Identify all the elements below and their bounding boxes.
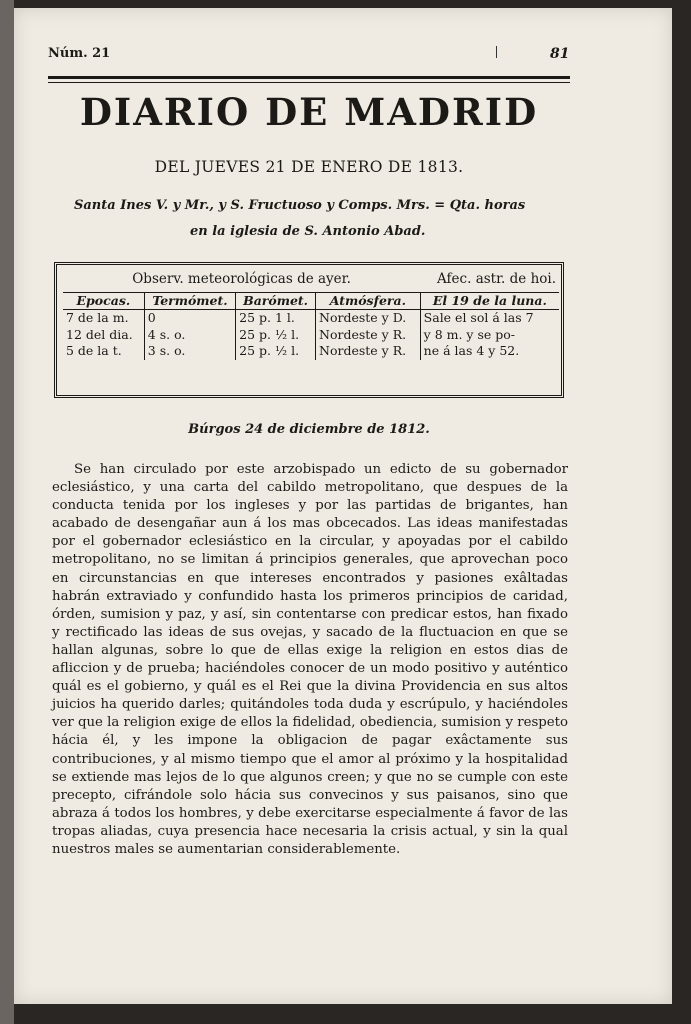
header-rule-thin <box>48 82 570 83</box>
issue-number: Núm. 21 <box>48 46 111 61</box>
col-barometro: Barómet. <box>236 292 316 310</box>
article-dateline: Búrgos 24 de diciembre de 1812. <box>188 422 430 437</box>
table-row: 5 de la t. 3 s. o. 25 p. ½ l. Nordeste y R. ne á las 4 y 52. <box>63 343 559 360</box>
issue-date: DEL JUEVES 21 DE ENERO DE 1813. <box>154 158 464 176</box>
article-paragraph: Se han circulado por este arzobispado un edicto de su gobernador eclesiástico, y una carta del cabildo metropolitano, que despues de la conducta tenida por los ingleses y por las partidas de brigantes, han acabado de desengañar aun á los mas obcecados. Las ideas manifestadas por el gobernador eclesiástico en la circular, y apoyadas por el cabildo metropolitano, no se limitan á principios generales, que aprovechan poco en circunstancias en que intereses encontrados y pasiones exâltadas habrán extraviado y confundido hasta los primeros principios de caridad, órden, sumision y paz, y así, sin contentarse con predicar estos, han fixado y rectificado las ideas de sus ovejas, y sacado de la fluctuacion en que se hallan algunas, sobre lo que de ellas exige la religion en estos dias de afliccion y de prueba; haciéndoles conocer de un modo positivo y auténtico quál es el gobierno, y quál es el Rei que la divina Providencia en sus altos juicios ha querido darles; quitándoles toda duda y escrúpulo, y haciéndoles ver que la religion exige de ellos la fidelidad, obediencia, sumision y respeto hácia él, y les impone la obligacion de pagar exâctamente sus contribuciones, y al mismo tiempo que el amor al próximo y la hospitalidad se extiende mas lejos de lo que algunos creen; y que no se cumple con este precepto, cifrándole solo hácia sus convecinos y sus paisanos, sino que abraza á todos los hombres, y debe exercitarse especialmente á favor de las tropas aliadas, cuya presencia hace necesaria la crisis actual, y sin la qual nuestros males se aumentarian considerablemente. <box>52 462 568 857</box>
table-row: 7 de la m. 0 25 p. 1 l. Nordeste y D. Sale el sol á las 7 <box>63 310 559 327</box>
saints-line-2: en la iglesia de S. Antonio Abad. <box>190 224 426 239</box>
astro-title: Afec. astr. de hoi. <box>437 271 556 287</box>
header-rule <box>48 76 570 79</box>
col-epocas: Epocas. <box>63 292 144 310</box>
page-number: 81 <box>550 46 570 62</box>
table-row: 12 del dia. 4 s. o. 25 p. ½ l. Nordeste y R. y 8 m. y se po- <box>63 327 559 344</box>
newspaper-page <box>14 8 672 1004</box>
col-termometro: Termómet. <box>144 292 235 310</box>
tick-mark <box>496 46 497 58</box>
col-atmosfera: Atmósfera. <box>316 292 421 310</box>
masthead-title: DIARIO DE MADRID <box>79 90 539 134</box>
saints-line-1: Santa Ines V. y Mr., y S. Fructuoso y Comps. Mrs. = Qta. horas <box>74 198 526 213</box>
article-body <box>52 461 568 859</box>
meteorological-table <box>54 262 564 398</box>
meteo-title: Observ. meteorológicas de ayer. <box>132 271 351 287</box>
binding-edge <box>0 0 14 1024</box>
col-luna: El 19 de la luna. <box>420 292 559 310</box>
